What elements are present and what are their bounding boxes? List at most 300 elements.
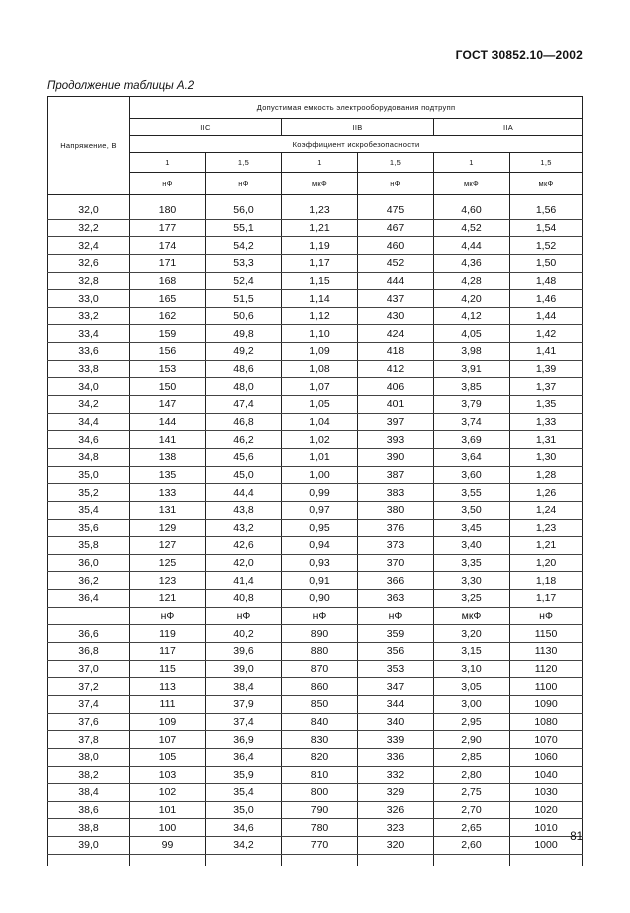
- value-cell: 1,19: [282, 237, 358, 255]
- value-cell: 101: [130, 801, 206, 819]
- value-cell: 127: [130, 537, 206, 555]
- value-cell: 40,8: [206, 590, 282, 608]
- value-cell: 42,6: [206, 537, 282, 555]
- value-cell: 340: [358, 713, 434, 731]
- table-row: [48, 219, 583, 237]
- coefficient-cell: 1,5: [510, 153, 583, 173]
- value-cell: 174: [130, 237, 206, 255]
- value-cell: 150: [130, 378, 206, 396]
- value-cell: 4,36: [434, 254, 510, 272]
- value-cell: 1080: [510, 713, 583, 731]
- value-cell: 180: [130, 202, 206, 219]
- value-cell: 1040: [510, 766, 583, 784]
- tail-cell: [48, 854, 130, 866]
- value-cell: 156: [130, 343, 206, 361]
- unit-cell: нФ: [206, 607, 282, 625]
- voltage-cell: 38,4: [48, 784, 130, 802]
- table-row: [48, 731, 583, 749]
- value-cell: 2,95: [434, 713, 510, 731]
- value-cell: 2,60: [434, 837, 510, 855]
- voltage-cell: 35,2: [48, 484, 130, 502]
- value-cell: 103: [130, 766, 206, 784]
- subgroup-iib: IIB: [282, 119, 434, 136]
- value-cell: 48,6: [206, 360, 282, 378]
- value-cell: 55,1: [206, 219, 282, 237]
- value-cell: 1,14: [282, 290, 358, 308]
- value-cell: 1060: [510, 748, 583, 766]
- value-cell: 4,52: [434, 219, 510, 237]
- voltage-cell: 34,0: [48, 378, 130, 396]
- value-cell: 100: [130, 819, 206, 837]
- value-cell: 1,31: [510, 431, 583, 449]
- voltage-cell: 36,0: [48, 554, 130, 572]
- value-cell: 4,44: [434, 237, 510, 255]
- value-cell: 135: [130, 466, 206, 484]
- value-cell: 109: [130, 713, 206, 731]
- table-row: [48, 254, 583, 272]
- voltage-cell: 37,0: [48, 660, 130, 678]
- value-cell: 50,6: [206, 307, 282, 325]
- value-cell: 0,94: [282, 537, 358, 555]
- value-cell: 1000: [510, 837, 583, 855]
- value-cell: 3,20: [434, 625, 510, 643]
- value-cell: 1,41: [510, 343, 583, 361]
- table-caption: Продолжение таблицы А.2: [47, 80, 195, 92]
- value-cell: 47,4: [206, 396, 282, 414]
- value-cell: 1,33: [510, 413, 583, 431]
- value-cell: 1150: [510, 625, 583, 643]
- value-cell: 3,45: [434, 519, 510, 537]
- voltage-cell: 32,4: [48, 237, 130, 255]
- value-cell: 356: [358, 643, 434, 661]
- value-cell: 363: [358, 590, 434, 608]
- value-cell: 1,12: [282, 307, 358, 325]
- table-row: [48, 766, 583, 784]
- table-row: [48, 484, 583, 502]
- value-cell: 4,60: [434, 202, 510, 219]
- value-cell: 3,40: [434, 537, 510, 555]
- value-cell: 105: [130, 748, 206, 766]
- unit-cell: мкФ: [510, 173, 583, 195]
- value-cell: 119: [130, 625, 206, 643]
- tail-cell: [510, 854, 583, 866]
- unit-cell: нФ: [130, 607, 206, 625]
- value-cell: 4,05: [434, 325, 510, 343]
- table-row: [48, 572, 583, 590]
- value-cell: 1,28: [510, 466, 583, 484]
- value-cell: 3,05: [434, 678, 510, 696]
- value-cell: 39,0: [206, 660, 282, 678]
- value-cell: 1,35: [510, 396, 583, 414]
- voltage-cell: 37,2: [48, 678, 130, 696]
- voltage-cell: 33,0: [48, 290, 130, 308]
- value-cell: 123: [130, 572, 206, 590]
- table-row: [48, 343, 583, 361]
- value-cell: 48,0: [206, 378, 282, 396]
- value-cell: 0,93: [282, 554, 358, 572]
- voltage-cell: 33,2: [48, 307, 130, 325]
- value-cell: 1010: [510, 819, 583, 837]
- value-cell: 418: [358, 343, 434, 361]
- table-row: [48, 378, 583, 396]
- value-cell: 3,79: [434, 396, 510, 414]
- value-cell: 144: [130, 413, 206, 431]
- table-row: [48, 837, 583, 855]
- spacer-cell: [282, 195, 358, 203]
- voltage-cell: 35,4: [48, 501, 130, 519]
- value-cell: 1,44: [510, 307, 583, 325]
- value-cell: 347: [358, 678, 434, 696]
- value-cell: 393: [358, 431, 434, 449]
- value-cell: 36,4: [206, 748, 282, 766]
- table-row: [48, 784, 583, 802]
- value-cell: 406: [358, 378, 434, 396]
- value-cell: 2,80: [434, 766, 510, 784]
- value-cell: 3,74: [434, 413, 510, 431]
- value-cell: 820: [282, 748, 358, 766]
- value-cell: 460: [358, 237, 434, 255]
- value-cell: 0,91: [282, 572, 358, 590]
- value-cell: 376: [358, 519, 434, 537]
- value-cell: 3,10: [434, 660, 510, 678]
- spacer-cell: [48, 195, 130, 203]
- table-row: [48, 272, 583, 290]
- value-cell: 0,95: [282, 519, 358, 537]
- value-cell: 3,98: [434, 343, 510, 361]
- unit-cell: нФ: [358, 173, 434, 195]
- value-cell: 42,0: [206, 554, 282, 572]
- value-cell: 344: [358, 695, 434, 713]
- value-cell: 339: [358, 731, 434, 749]
- value-cell: 1,42: [510, 325, 583, 343]
- table-row: [48, 396, 583, 414]
- coefficient-cell: 1: [282, 153, 358, 173]
- value-cell: 800: [282, 784, 358, 802]
- subgroup-iia: IIA: [434, 119, 583, 136]
- unit-cell: нФ: [206, 173, 282, 195]
- document-code: ГОСТ 30852.10—2002: [455, 48, 583, 62]
- value-cell: 0,90: [282, 590, 358, 608]
- value-cell: 1,10: [282, 325, 358, 343]
- value-cell: 1,30: [510, 448, 583, 466]
- table-row: [48, 360, 583, 378]
- tail-cell: [130, 854, 206, 866]
- voltage-cell: 38,8: [48, 819, 130, 837]
- value-cell: 790: [282, 801, 358, 819]
- coefficient-cell: 1,5: [206, 153, 282, 173]
- unit-cell: нФ: [358, 607, 434, 625]
- unit-cell: нФ: [282, 607, 358, 625]
- blank-cell: [48, 607, 130, 625]
- spacer-cell: [510, 195, 583, 203]
- voltage-cell: 34,8: [48, 448, 130, 466]
- value-cell: 1,23: [282, 202, 358, 219]
- value-cell: 840: [282, 713, 358, 731]
- spacer-cell: [130, 195, 206, 203]
- value-cell: 373: [358, 537, 434, 555]
- voltage-cell: 33,8: [48, 360, 130, 378]
- table-row: [48, 748, 583, 766]
- value-cell: 37,4: [206, 713, 282, 731]
- table-row: [48, 431, 583, 449]
- value-cell: 1020: [510, 801, 583, 819]
- value-cell: 870: [282, 660, 358, 678]
- voltage-cell: 36,4: [48, 590, 130, 608]
- value-cell: 54,2: [206, 237, 282, 255]
- value-cell: 2,75: [434, 784, 510, 802]
- value-cell: 1,02: [282, 431, 358, 449]
- value-cell: 35,0: [206, 801, 282, 819]
- voltage-cell: 34,2: [48, 396, 130, 414]
- value-cell: 336: [358, 748, 434, 766]
- value-cell: 0,99: [282, 484, 358, 502]
- value-cell: 115: [130, 660, 206, 678]
- voltage-cell: 34,6: [48, 431, 130, 449]
- voltage-cell: 38,6: [48, 801, 130, 819]
- spacer-cell: [434, 195, 510, 203]
- value-cell: 4,28: [434, 272, 510, 290]
- voltage-cell: 38,2: [48, 766, 130, 784]
- value-cell: 1070: [510, 731, 583, 749]
- value-cell: 162: [130, 307, 206, 325]
- value-cell: 890: [282, 625, 358, 643]
- value-cell: 412: [358, 360, 434, 378]
- value-cell: 44,4: [206, 484, 282, 502]
- table-row: [48, 819, 583, 837]
- value-cell: 3,85: [434, 378, 510, 396]
- value-cell: 850: [282, 695, 358, 713]
- voltage-cell: 35,0: [48, 466, 130, 484]
- table-row: [48, 237, 583, 255]
- value-cell: 102: [130, 784, 206, 802]
- voltage-cell: 33,4: [48, 325, 130, 343]
- value-cell: 1,08: [282, 360, 358, 378]
- voltage-cell: 37,4: [48, 695, 130, 713]
- value-cell: 34,6: [206, 819, 282, 837]
- value-cell: 153: [130, 360, 206, 378]
- tail-cell: [206, 854, 282, 866]
- value-cell: 49,8: [206, 325, 282, 343]
- value-cell: 1,26: [510, 484, 583, 502]
- value-cell: 1,24: [510, 501, 583, 519]
- value-cell: 46,2: [206, 431, 282, 449]
- voltage-cell: 39,0: [48, 837, 130, 855]
- value-cell: 4,12: [434, 307, 510, 325]
- value-cell: 40,2: [206, 625, 282, 643]
- table-row: [48, 290, 583, 308]
- voltage-cell: 34,4: [48, 413, 130, 431]
- value-cell: 1130: [510, 643, 583, 661]
- value-cell: 323: [358, 819, 434, 837]
- voltage-header: Напряжение, В: [48, 97, 130, 195]
- value-cell: 49,2: [206, 343, 282, 361]
- voltage-cell: 36,8: [48, 643, 130, 661]
- voltage-cell: 35,8: [48, 537, 130, 555]
- value-cell: 326: [358, 801, 434, 819]
- capacitance-table: [47, 96, 583, 866]
- value-cell: 147: [130, 396, 206, 414]
- value-cell: 53,3: [206, 254, 282, 272]
- voltage-cell: 38,0: [48, 748, 130, 766]
- value-cell: 2,90: [434, 731, 510, 749]
- table-row: [48, 413, 583, 431]
- value-cell: 452: [358, 254, 434, 272]
- tail-cell: [358, 854, 434, 866]
- value-cell: 3,55: [434, 484, 510, 502]
- value-cell: 359: [358, 625, 434, 643]
- value-cell: 437: [358, 290, 434, 308]
- value-cell: 830: [282, 731, 358, 749]
- voltage-cell: 36,2: [48, 572, 130, 590]
- value-cell: 4,20: [434, 290, 510, 308]
- value-cell: 1,37: [510, 378, 583, 396]
- value-cell: 45,0: [206, 466, 282, 484]
- value-cell: 1090: [510, 695, 583, 713]
- value-cell: 3,91: [434, 360, 510, 378]
- value-cell: 2,65: [434, 819, 510, 837]
- unit-cell: нФ: [510, 607, 583, 625]
- value-cell: 3,64: [434, 448, 510, 466]
- unit-cell: мкФ: [434, 173, 510, 195]
- value-cell: 1,46: [510, 290, 583, 308]
- table-body: [48, 195, 583, 866]
- value-cell: 171: [130, 254, 206, 272]
- value-cell: 366: [358, 572, 434, 590]
- table-row: [48, 307, 583, 325]
- value-cell: 1,17: [282, 254, 358, 272]
- value-cell: 1,09: [282, 343, 358, 361]
- value-cell: 113: [130, 678, 206, 696]
- coefficient-header: Коэффициент искробезопасности: [130, 136, 583, 153]
- tail-cell: [282, 854, 358, 866]
- value-cell: 141: [130, 431, 206, 449]
- value-cell: 111: [130, 695, 206, 713]
- value-cell: 1030: [510, 784, 583, 802]
- value-cell: 475: [358, 202, 434, 219]
- voltage-cell: 37,8: [48, 731, 130, 749]
- value-cell: 121: [130, 590, 206, 608]
- unit-row-mid: [48, 607, 583, 625]
- table-row: [48, 590, 583, 608]
- value-cell: 424: [358, 325, 434, 343]
- table-row: [48, 625, 583, 643]
- value-cell: 3,60: [434, 466, 510, 484]
- value-cell: 41,4: [206, 572, 282, 590]
- value-cell: 397: [358, 413, 434, 431]
- voltage-cell: 33,6: [48, 343, 130, 361]
- value-cell: 1,21: [282, 219, 358, 237]
- value-cell: 780: [282, 819, 358, 837]
- value-cell: 329: [358, 784, 434, 802]
- value-cell: 1,04: [282, 413, 358, 431]
- value-cell: 1,00: [282, 466, 358, 484]
- table-row: [48, 554, 583, 572]
- coefficient-cell: 1: [130, 153, 206, 173]
- table-row: [48, 448, 583, 466]
- table-header: [48, 97, 583, 195]
- table-row: [48, 501, 583, 519]
- value-cell: 39,6: [206, 643, 282, 661]
- value-cell: 1100: [510, 678, 583, 696]
- coefficient-cell: 1: [434, 153, 510, 173]
- value-cell: 117: [130, 643, 206, 661]
- value-cell: 1,17: [510, 590, 583, 608]
- value-cell: 444: [358, 272, 434, 290]
- value-cell: 770: [282, 837, 358, 855]
- value-cell: 3,50: [434, 501, 510, 519]
- unit-cell: нФ: [130, 173, 206, 195]
- value-cell: 3,35: [434, 554, 510, 572]
- spacer-cell: [206, 195, 282, 203]
- value-cell: 34,2: [206, 837, 282, 855]
- value-cell: 880: [282, 643, 358, 661]
- page-number: 81: [570, 831, 583, 843]
- value-cell: 37,9: [206, 695, 282, 713]
- voltage-cell: 32,8: [48, 272, 130, 290]
- table-row: [48, 202, 583, 219]
- value-cell: 467: [358, 219, 434, 237]
- value-cell: 1,48: [510, 272, 583, 290]
- value-cell: 3,15: [434, 643, 510, 661]
- value-cell: 1,15: [282, 272, 358, 290]
- table-row: [48, 537, 583, 555]
- spacer-cell: [358, 195, 434, 203]
- tail-cell: [434, 854, 510, 866]
- value-cell: 1,50: [510, 254, 583, 272]
- value-cell: 1,01: [282, 448, 358, 466]
- value-cell: 43,2: [206, 519, 282, 537]
- value-cell: 320: [358, 837, 434, 855]
- value-cell: 51,5: [206, 290, 282, 308]
- value-cell: 810: [282, 766, 358, 784]
- voltage-cell: 32,0: [48, 202, 130, 219]
- value-cell: 129: [130, 519, 206, 537]
- value-cell: 1,05: [282, 396, 358, 414]
- value-cell: 401: [358, 396, 434, 414]
- value-cell: 1,18: [510, 572, 583, 590]
- value-cell: 353: [358, 660, 434, 678]
- value-cell: 390: [358, 448, 434, 466]
- value-cell: 387: [358, 466, 434, 484]
- value-cell: 107: [130, 731, 206, 749]
- table-row: [48, 801, 583, 819]
- value-cell: 43,8: [206, 501, 282, 519]
- value-cell: 380: [358, 501, 434, 519]
- voltage-cell: 32,6: [48, 254, 130, 272]
- voltage-cell: 32,2: [48, 219, 130, 237]
- value-cell: 56,0: [206, 202, 282, 219]
- value-cell: 430: [358, 307, 434, 325]
- value-cell: 3,00: [434, 695, 510, 713]
- value-cell: 38,4: [206, 678, 282, 696]
- value-cell: 1,23: [510, 519, 583, 537]
- value-cell: 860: [282, 678, 358, 696]
- voltage-cell: 35,6: [48, 519, 130, 537]
- value-cell: 3,30: [434, 572, 510, 590]
- value-cell: 3,25: [434, 590, 510, 608]
- table-row: [48, 678, 583, 696]
- voltage-cell: 36,6: [48, 625, 130, 643]
- table-row: [48, 325, 583, 343]
- value-cell: 0,97: [282, 501, 358, 519]
- value-cell: 1,21: [510, 537, 583, 555]
- value-cell: 45,6: [206, 448, 282, 466]
- value-cell: 36,9: [206, 731, 282, 749]
- value-cell: 125: [130, 554, 206, 572]
- value-cell: 159: [130, 325, 206, 343]
- value-cell: 165: [130, 290, 206, 308]
- value-cell: 131: [130, 501, 206, 519]
